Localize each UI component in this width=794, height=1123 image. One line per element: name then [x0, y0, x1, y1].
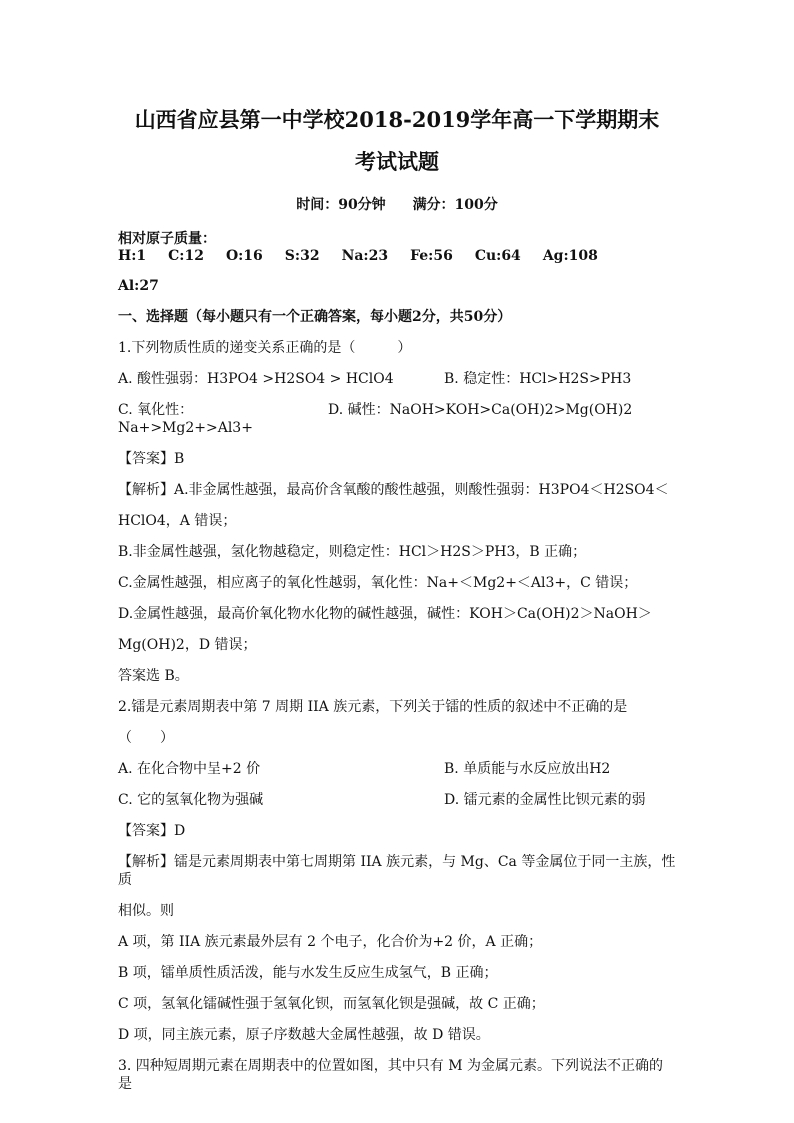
- option-a: A. 酸性强弱：H3PO4 >H2SO4 > HClO4: [118, 371, 394, 387]
- atomic-masses-label: 相对原子质量：: [118, 231, 216, 247]
- option-a: A. 在化合物中呈+2 价: [118, 761, 261, 777]
- question-2-options-cd: [118, 791, 676, 809]
- question-1-explanation: B.非金属性越强，氢化物越稳定，则稳定性：HCl＞H2S＞PH3，B 正确；: [118, 544, 587, 560]
- question-2-explanation: 【解析】镭是元素周期表中第七周期第 IIA 族元素，与 Mg、Ca 等金属位于同一主族，性质: [118, 854, 676, 888]
- question-3-stem: 3. 四种短周期元素在周期表中的位置如图，其中只有 M 为金属元素。下列说法不正确的是: [118, 1058, 664, 1092]
- question-1-options-cd: [118, 401, 676, 437]
- exam-meta: [118, 194, 676, 214]
- mass-item: H:1: [118, 248, 147, 264]
- question-2-explanation: D 项，同主族元素，原子序数越大金属性越强，故 D 错误。: [118, 1027, 490, 1043]
- question-2-options-ab: [118, 760, 676, 778]
- question-2-explanation: 相似。则: [118, 903, 174, 919]
- question-1-options-ab: [118, 370, 676, 388]
- exam-score: 满分：100分: [412, 197, 498, 213]
- question-2-stem: 2.镭是元素周期表中第 7 周期 IIA 族元素，下列关于镭的性质的叙述中不正确的是: [118, 699, 628, 715]
- atomic-mass-last: Al:27: [118, 278, 159, 294]
- mass-item: C:12: [168, 248, 204, 264]
- question-1-explanation: HClO4，A 错误；: [118, 513, 237, 529]
- question-1-explanation: D.金属性越强，最高价氧化物水化物的碱性越强，碱性：KOH＞Ca(OH)2＞NaOH＞: [118, 606, 652, 622]
- question-2-explanation: C 项，氢氧化镭碱性强于氢氧化钡，而氢氧化钡是强碱，故 C 正确；: [118, 996, 545, 1012]
- question-1-explanation: Mg(OH)2，D 错误；: [118, 637, 257, 653]
- question-1-explanation: C.金属性越强，相应离子的氧化性越弱，氧化性：Na+＜Mg2+＜Al3+，C 错误；: [118, 575, 638, 591]
- option-d: D. 碱性：NaOH>KOH>Ca(OH)2>Mg(OH)2: [328, 402, 633, 418]
- option-b: B. 单质能与水反应放出H2: [444, 761, 611, 777]
- mass-item: S:32: [284, 248, 320, 264]
- mass-item: Ag:108: [542, 248, 598, 264]
- exam-title-line1: 山西省应县第一中学校2018-2019学年高一下学期期末: [134, 107, 660, 132]
- question-1-stem: 1.下列物质性质的递变关系正确的是（ ）: [118, 340, 412, 356]
- mass-item: Cu:64: [474, 248, 521, 264]
- mass-item: O:16: [225, 248, 263, 264]
- option-c: C. 氧化性：Na+>Mg2+>Al3+: [118, 402, 253, 436]
- mass-item: Na:23: [341, 248, 389, 264]
- question-1-answer: 【答案】B: [118, 451, 185, 467]
- question-1-explanation: 答案选 B。: [118, 668, 189, 684]
- option-d: D. 镭元素的金属性比钡元素的弱: [444, 792, 646, 808]
- option-c: C. 它的氢氧化物为强碱: [118, 792, 264, 808]
- question-2-answer: 【答案】D: [118, 823, 186, 839]
- question-2-explanation: A 项，第 IIA 族元素最外层有 2 个电子，化合价为+2 价，A 正确；: [118, 934, 543, 950]
- question-2-explanation: B 项，镭单质性质活泼，能与水发生反应生成氢气，B 正确；: [118, 965, 498, 981]
- option-b: B. 稳定性：HCl>H2S>PH3: [444, 371, 632, 387]
- question-1-explanation: 【解析】A.非金属性越强，最高价含氧酸的酸性越强，则酸性强弱：H3PO4＜H2SO4＜: [118, 482, 669, 498]
- question-2-stem: （ ）: [118, 730, 174, 746]
- mass-item: Fe:56: [410, 248, 453, 264]
- atomic-masses: [118, 228, 676, 264]
- section-heading: 一、选择题（每小题只有一个正确答案，每小题2分，共50分）: [118, 309, 512, 325]
- exam-time: 时间：90分钟: [296, 197, 386, 213]
- exam-title-line2: 考试试题: [355, 149, 439, 174]
